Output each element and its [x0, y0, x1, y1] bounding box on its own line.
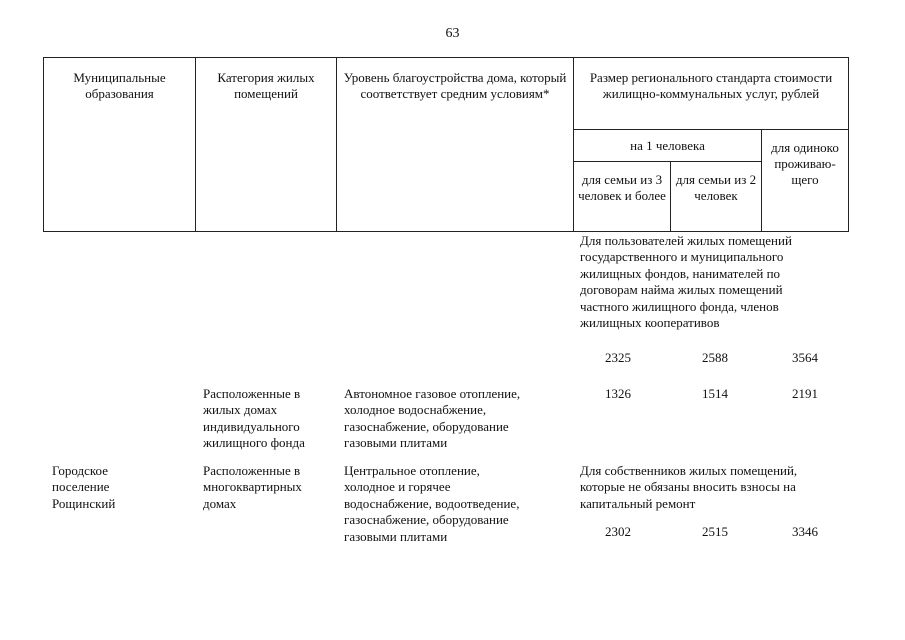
- row1-value-family3: 2325: [605, 350, 631, 365]
- row2-value-family3: 1326: [605, 386, 631, 401]
- row2-category: Расположенные в жилых домах индивидуального жилищного фонда: [203, 386, 305, 451]
- group1-heading: Для пользователей жилых помещений государственного и муниципального жилищных фондов, нанимателей по договорам найма жилых помещений частного жилищного фонда, членов жилищных кооперативов: [580, 233, 792, 331]
- row1-value-single: 3564: [792, 350, 818, 365]
- row3-value-family2: 2515: [702, 524, 728, 539]
- page-number: 63: [445, 26, 460, 41]
- header-single-resident: для одиноко проживаю-щего: [762, 130, 849, 232]
- header-level: Уровень благоустройства дома, который соответствует средним условиям*: [337, 58, 574, 232]
- standards-table-header: [43, 57, 849, 232]
- header-standard: Размер регионального стандарта стоимости жилищно-коммунальных услуг, рублей: [574, 58, 849, 130]
- row2-value-family2: 1514: [702, 386, 728, 401]
- row3-municipality: Городское поселение Рощинский: [52, 463, 116, 511]
- header-municipal: Муниципальные образования: [44, 58, 196, 232]
- row3-level: Центральное отопление, холодное и горячее водоснабжение, водоотведение, газоснабжение, оборудование газовыми плитами: [344, 463, 520, 544]
- row2-value-single: 2191: [792, 386, 818, 401]
- row1-value-family2: 2588: [702, 350, 728, 365]
- header-family-3: для семьи из 3 человек и более: [574, 162, 671, 232]
- group2-heading: Для собственников жилых помещений, которые не обязаны вносить взносы на капитальный ремонт: [580, 463, 798, 511]
- header-category: Категория жилых помещений: [196, 58, 337, 232]
- row3-value-single: 3346: [792, 524, 818, 539]
- row3-value-family3: 2302: [605, 524, 631, 539]
- header-per-person: на 1 человека: [574, 130, 762, 162]
- row3-category: Расположенные в многоквартирных домах: [203, 463, 302, 511]
- row2-level: Автономное газовое отопление, холодное водоснабжение, газоснабжение, оборудование газовыми плитами: [344, 386, 521, 451]
- header-family-2: для семьи из 2 человек: [671, 162, 762, 232]
